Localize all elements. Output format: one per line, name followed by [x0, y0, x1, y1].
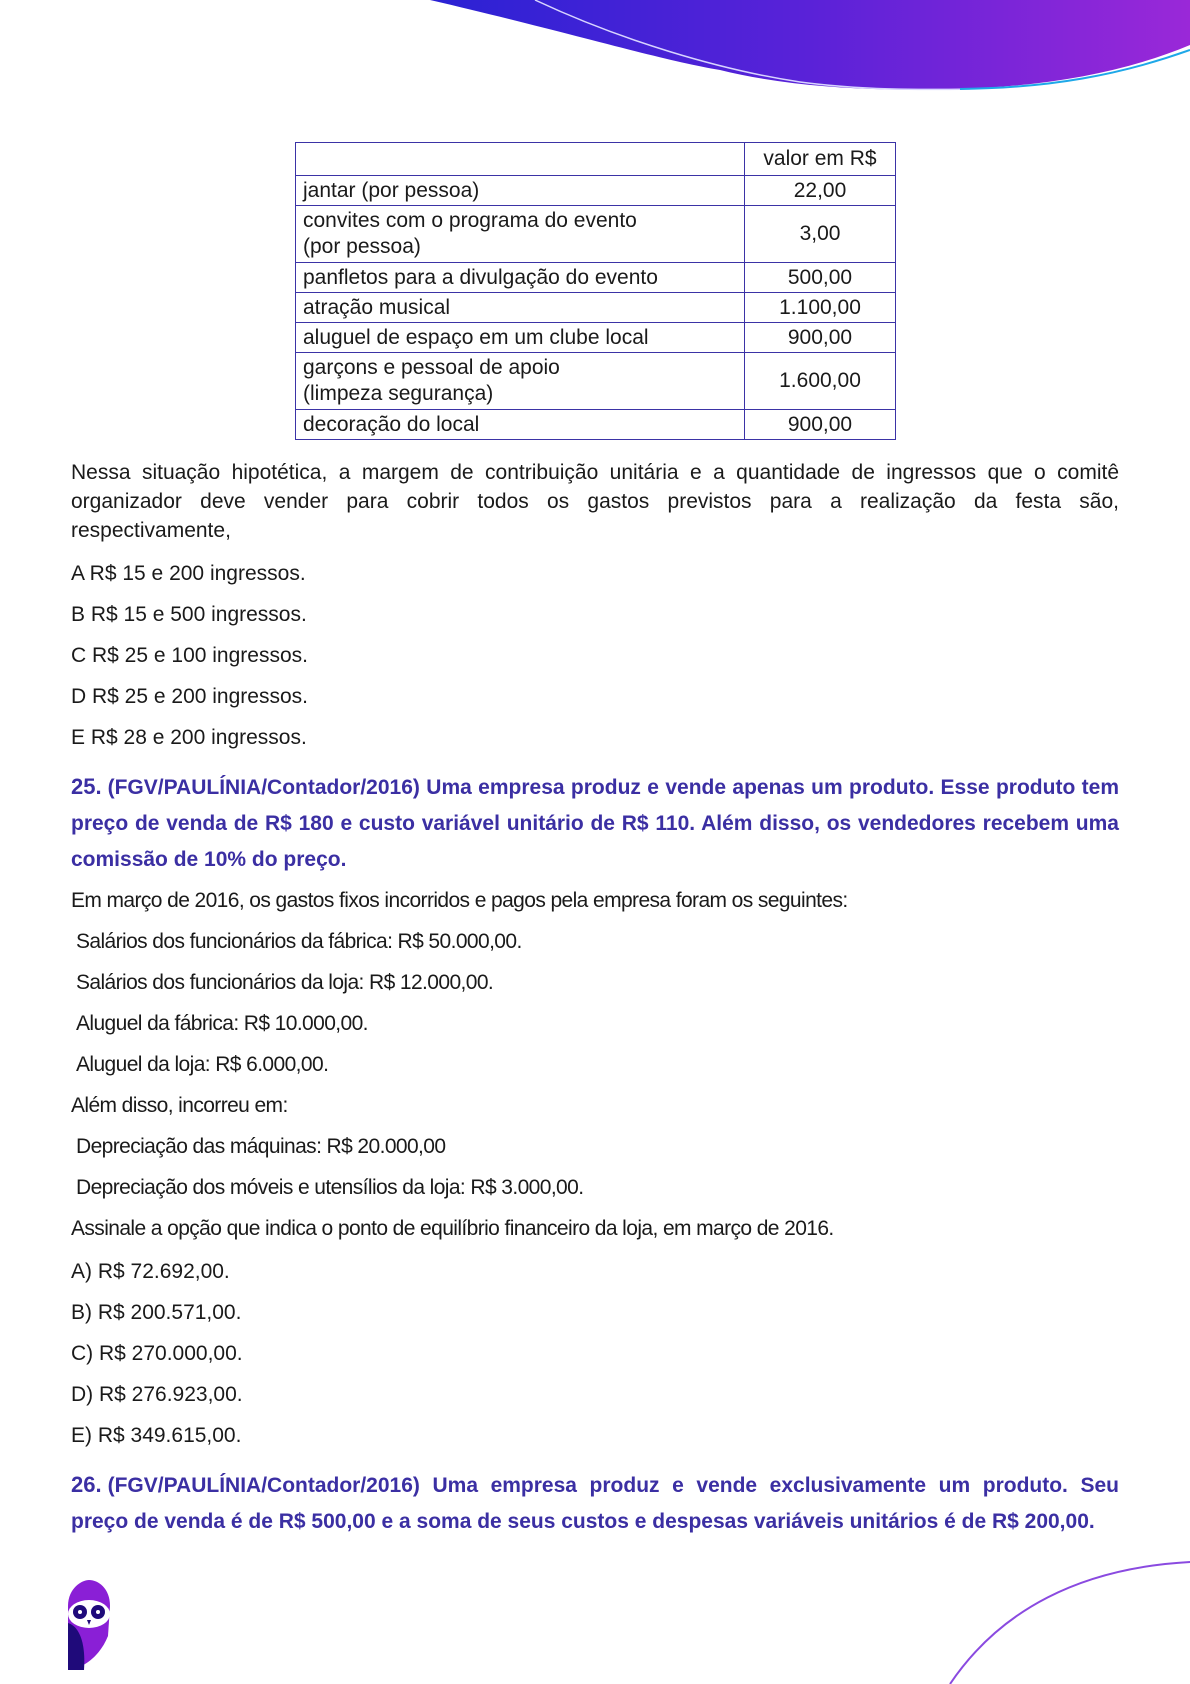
q25-option-b: B) R$ 200.571,00.: [71, 1301, 242, 1324]
q25-fixed-cost: Aluguel da fábrica: R$ 10.000,00.: [76, 1012, 368, 1035]
q25-option-a: A) R$ 72.692,00.: [71, 1260, 230, 1283]
q25-additional-cost: Depreciação das máquinas: R$ 20.000,00: [76, 1135, 446, 1158]
table-cell-item: [296, 206, 745, 263]
q25-fixed-cost: Aluguel da loja: R$ 6.000,00.: [76, 1053, 329, 1076]
table-row: [296, 206, 896, 263]
table-cell-value: 500,00: [745, 263, 896, 293]
table-cell-item: panfletos para a divulgação do evento: [296, 263, 745, 293]
q25-title-text: (FGV/PAULÍNIA/Contador/2016) Uma empresa produz e vende apenas um produto. Esse produto tem preço de venda de R$ 180 e custo variável unitário de R$ 110. Além disso, os vendedores recebem uma comissão de 10% do preço.: [71, 776, 1119, 871]
banner-wave: [430, 0, 1190, 90]
q25-option-d: D) R$ 276.923,00.: [71, 1383, 243, 1406]
q25-additional-cost: Depreciação dos móveis e utensílios da loja: R$ 3.000,00.: [76, 1176, 584, 1199]
q24-question-text: Nessa situação hipotética, a margem de contribuição unitária e a quantidade de ingressos que o comitê organizador deve vender para cobrir todos os gastos previstos para a realização da festa são, respectivamente,: [71, 461, 1119, 542]
table-row: [296, 176, 896, 206]
q25-option-c: C) R$ 270.000,00.: [71, 1342, 243, 1365]
q26-title: [71, 1467, 1119, 1540]
table-cell-value: 900,00: [745, 323, 896, 353]
table-cell-value: 1.600,00: [745, 353, 896, 410]
q25-additional-intro: Além disso, incorreu em:: [71, 1094, 288, 1117]
q26-number: 26.: [71, 1472, 102, 1497]
q25-title: [71, 769, 1119, 878]
table-cell-item: aluguel de espaço em um clube local: [296, 323, 745, 353]
q25-intro: Em março de 2016, os gastos fixos incorridos e pagos pela empresa foram os seguintes:: [71, 889, 848, 912]
q24-question: [71, 458, 1119, 545]
cost-table: [295, 142, 896, 440]
table-cell-item-line: convites com o programa do evento: [303, 209, 637, 232]
table-row: [296, 263, 896, 293]
header-banner: [0, 0, 1190, 110]
table-header-row: [296, 143, 896, 176]
table-cell-item-line: (limpeza segurança): [303, 382, 494, 405]
table-cell-item: decoração do local: [296, 410, 745, 440]
table-cell-item: jantar (por pessoa): [296, 176, 745, 206]
table-row: [296, 410, 896, 440]
q24-option-e: E R$ 28 e 200 ingressos.: [71, 726, 307, 749]
table-header-item: [296, 143, 745, 176]
table-cell-item: [296, 353, 745, 410]
table-cell-value: 900,00: [745, 410, 896, 440]
q24-option-c: C R$ 25 e 100 ingressos.: [71, 644, 308, 667]
table-cell-item: atração musical: [296, 293, 745, 323]
table-cell-item-line: (por pessoa): [303, 235, 421, 258]
table-cell-item-line: garçons e pessoal de apoio: [303, 356, 560, 379]
footer-arc: [0, 1540, 1190, 1684]
table-cell-value: 22,00: [745, 176, 896, 206]
table-cell-value: 3,00: [745, 206, 896, 263]
q25-prompt: Assinale a opção que indica o ponto de equilíbrio financeiro da loja, em março de 2016.: [71, 1217, 834, 1240]
q25-number: 25.: [71, 774, 102, 799]
q24-option-d: D R$ 25 e 200 ingressos.: [71, 685, 308, 708]
table-row: [296, 353, 896, 410]
q26-title-text: (FGV/PAULÍNIA/Contador/2016) Uma empresa produz e vende exclusivamente um produto. Seu preço de venda é de R$ 500,00 e a soma de seus custos e despesas variáveis unitários é de R$ 200,00.: [71, 1474, 1119, 1533]
table-row: [296, 323, 896, 353]
owl-logo-icon: [64, 1578, 114, 1674]
q25-fixed-cost: Salários dos funcionários da fábrica: R$ 50.000,00.: [76, 930, 522, 953]
q25-option-e: E) R$ 349.615,00.: [71, 1424, 242, 1447]
q24-option-a: A R$ 15 e 200 ingressos.: [71, 562, 306, 585]
q25-fixed-cost: Salários dos funcionários da loja: R$ 12.000,00.: [76, 971, 494, 994]
table-cell-value: 1.100,00: [745, 293, 896, 323]
table-row: [296, 293, 896, 323]
table-header-value: valor em R$: [745, 143, 896, 176]
q24-option-b: B R$ 15 e 500 ingressos.: [71, 603, 307, 626]
